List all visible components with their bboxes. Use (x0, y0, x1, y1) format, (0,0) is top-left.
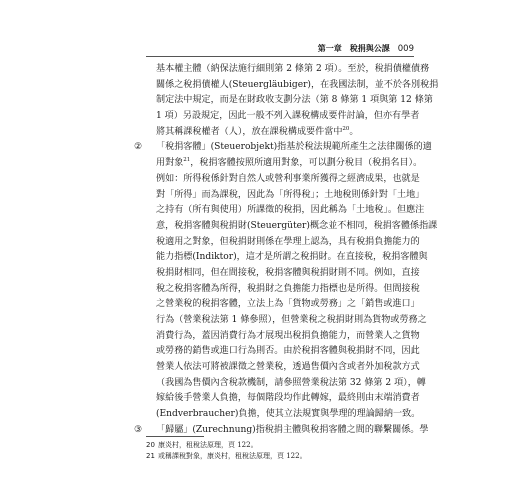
line-text: （我國為售價內含稅款機制，請參照營業稅法第 32 條第 2 項），轉 (156, 377, 426, 388)
line-text-after: 。 (349, 126, 359, 137)
body-line (144, 297, 420, 313)
list-marker: ② (134, 142, 143, 153)
line-text: 例如：所得稅係針對自然人或營利事業所獲得之經濟成果，也就是 (156, 173, 420, 184)
line-text: 之營業稅的稅捐客體，立法上為「貨物或勞務」之「銷售或進口」 (156, 299, 420, 310)
body-line (144, 250, 428, 266)
line-text: 營業人依法可將被課徵之營業稅，透過售價內含或者外加稅款方式 (156, 362, 420, 373)
body-line (144, 62, 430, 78)
footnote-rule (146, 436, 204, 437)
line-text: 意，稅捐客體與稅捐財(Steuergüter)概念並不相同，稅捐客體係指課 (156, 220, 438, 231)
footnote (146, 440, 414, 451)
line-text: 行為（營業稅法第 1 條參照），但營業稅之稅捐財則為貨物或勞務之 (156, 315, 427, 325)
body-line (144, 407, 421, 423)
body-line (144, 313, 427, 329)
body-line (144, 172, 420, 188)
body-line (144, 376, 426, 392)
body-line (144, 360, 420, 376)
body-line (144, 78, 439, 94)
line-text: 制定法中規定，而是在財政收支劃分法（第 8 條第 1 項與第 12 條第 (156, 95, 433, 106)
line-text: 基本權主體（納保法施行細則第 2 條第 2 項）。至於，稅捐債權債務 (156, 64, 430, 74)
body-line (144, 391, 420, 407)
line-text: 1 項）另設規定，因此一般不列入課稅構成要件討論，但亦有學者 (156, 111, 420, 122)
body-line (144, 203, 425, 219)
line-text: (Endverbraucher)負擔，使其立法規實與學理的理論歸納一致。 (156, 409, 421, 420)
line-text: 消費行為，蓋因消費行為才展現出稅捐負擔能力，而營業人之貨物 (156, 330, 420, 341)
line-text: 稅捐財相同，但在間接稅，稅捐客體與稅捐財則不同。例如，直接 (156, 267, 420, 278)
body-line (144, 109, 420, 125)
footnote-ref[interactable]: 20 (342, 125, 350, 132)
line-text: 能力指標(Indiktor)，這才是所謂之稅捐財。在直接稅，稅捐客體與 (156, 252, 428, 263)
body-line (144, 344, 420, 360)
line-text: 對「所得」而為課稅，因此為「所得稅」；土地稅則係針對「土地」 (156, 189, 425, 200)
body-line (144, 219, 438, 235)
footnote-text: 或稱課稅對象，康炎村，租稅法原理，頁 122。 (158, 452, 307, 460)
line-text: 「歸屬」(Zurechnung)指稅捐主體與稅捐客體之間的聯繫關係。學 (156, 424, 429, 435)
running-head (146, 40, 414, 54)
footnotes (146, 440, 414, 462)
body-line (144, 282, 420, 298)
body-line (144, 235, 420, 251)
line-text: 將其稱課稅權者（人），放在課稅構成要件當中 (156, 126, 343, 137)
footnote-number: 21 (146, 452, 155, 460)
line-text: 嫁給後手營業人負擔，每個階段均作此轉嫁，最終則由末端消費者 (156, 393, 420, 404)
body-line (144, 329, 420, 345)
body-text (134, 62, 439, 439)
footnote (146, 451, 414, 462)
line-text: 之持有（所有與使用）所課徵的稅捐，因此稱為「土地稅」。但應注 (156, 205, 425, 216)
body-line (144, 125, 416, 141)
body-line (134, 140, 432, 156)
body-line (144, 93, 433, 109)
line-text: 「稅捐客體」(Steuerobjekt)指基於稅法規範所產生之法律關係的適 (156, 142, 432, 153)
footnote-number: 20 (146, 441, 155, 449)
footnote-ref[interactable]: 21 (183, 157, 191, 164)
body-line (144, 188, 425, 204)
body-line (144, 156, 423, 172)
body-line (144, 266, 420, 282)
page-number: 009 (397, 44, 414, 54)
line-text: 或勞務的銷售或進口行為則否。由於稅捐客體與稅捐財不同，因此 (156, 346, 420, 357)
list-marker: ③ (134, 424, 143, 435)
line-text: 關係之稅捐債權人(Steuergläubiger)，在我國法制，並不於各別稅捐 (156, 79, 439, 90)
line-text: 用對象 (156, 158, 184, 169)
line-text: 稅之稅捐客體為所得，稅捐財之負擔能力指標也是所得。但間接稅 (156, 283, 420, 294)
footnote-text: 康炎村，租稅法原理，頁 122。 (158, 441, 258, 449)
chapter-title: 第一章 稅捐與公課 (317, 43, 390, 53)
line-text-after: ，稅捐客體按照所適用對象，可以劃分稅目（稅捐名目）。 (190, 158, 423, 169)
header-rule (146, 56, 414, 57)
line-text: 稅適用之對象，但稅捐財則係在學理上認為，具有稅捐負擔能力的 (156, 236, 420, 247)
